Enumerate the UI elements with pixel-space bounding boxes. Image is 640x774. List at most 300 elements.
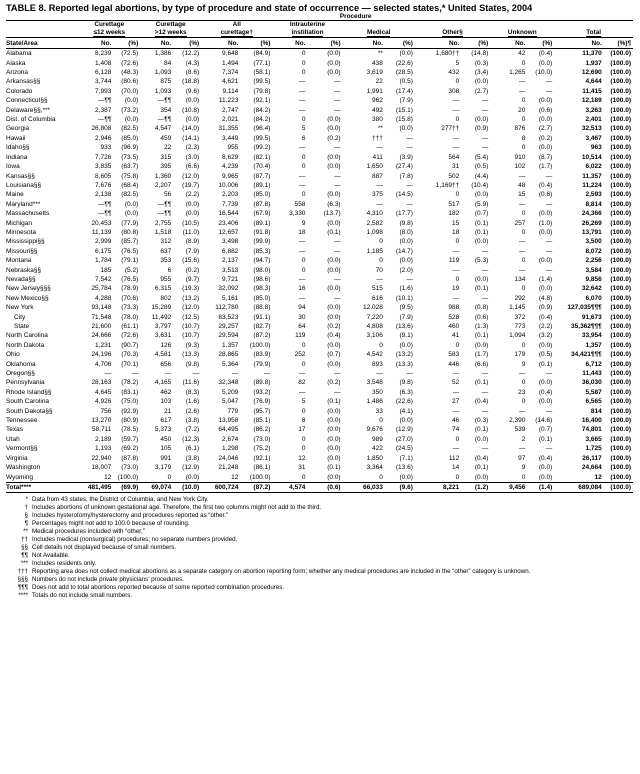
table-row xyxy=(6,369,633,378)
count-cell: 2,390 xyxy=(509,417,526,425)
state-cell: New Jersey§§§ xyxy=(6,285,51,293)
table-row xyxy=(6,378,633,387)
pct-cell: (100.0) xyxy=(602,482,633,492)
count-cell: —¶¶ xyxy=(97,116,112,124)
count-cell: 10,006 xyxy=(218,181,239,189)
pct-cell: (0.8) xyxy=(474,304,489,312)
count-cell: — xyxy=(164,370,172,378)
count-cell: 4,547 xyxy=(154,125,172,133)
pct-cell: (0.1) xyxy=(474,219,489,227)
state-area-header: State/Area xyxy=(6,38,78,49)
pct-cell: (87.7) xyxy=(253,172,271,180)
count-cell: 814 xyxy=(590,407,602,415)
count-cell: 0 xyxy=(521,257,526,265)
pct-cell: (3.8) xyxy=(185,454,200,462)
footnote-marker: ††† xyxy=(17,567,28,575)
count-cell: 46 xyxy=(452,417,460,425)
pct-cell: (0.6) xyxy=(538,191,553,199)
table-row xyxy=(6,59,633,68)
state-cell: Virginia xyxy=(6,454,28,462)
count-cell: 4,239 xyxy=(222,163,239,171)
group-line1: All xyxy=(232,21,241,29)
pct-cell: (77.1) xyxy=(253,59,271,67)
pct-cell: (85.7) xyxy=(121,238,139,246)
table-row xyxy=(6,228,633,237)
count-cell: 9,114 xyxy=(222,87,239,95)
pct-cell: (100.0) xyxy=(610,210,631,218)
count-cell: —¶¶ xyxy=(157,116,172,124)
pct-cell: (0.0) xyxy=(538,228,553,236)
table-row xyxy=(6,77,633,86)
pct-cell: (0.3) xyxy=(474,417,489,425)
pct-cell: (3.9) xyxy=(399,153,413,161)
count-cell: 11,139 xyxy=(91,228,112,236)
count-cell: 2,999 xyxy=(95,238,112,246)
table-row xyxy=(6,134,633,143)
pct-cell: (1.7) xyxy=(538,163,553,171)
count-cell: 8,239 xyxy=(95,50,112,58)
pct-cell: (0.0) xyxy=(538,473,553,481)
count-cell: 52 xyxy=(452,379,460,387)
pct-cell: (0.7) xyxy=(538,426,553,434)
count-cell: 74 xyxy=(452,426,460,434)
state-cell: Massachusetts xyxy=(6,210,50,218)
count-cell: 616 xyxy=(372,294,383,302)
pct-cell: (5.2) xyxy=(124,266,139,274)
count-cell: 459 xyxy=(160,134,172,142)
count-cell: 5 xyxy=(301,125,306,133)
count-cell: 1,145 xyxy=(509,304,526,312)
pct-cell: (73.3) xyxy=(121,304,139,312)
count-cell: 48 xyxy=(518,181,526,189)
pct-cell: (89.1) xyxy=(253,181,271,189)
pct-cell: (72.6) xyxy=(121,332,139,340)
count-cell: 600,724 xyxy=(201,482,238,492)
pct-cell: (9.1) xyxy=(399,332,413,340)
count-cell: 0 xyxy=(521,97,526,105)
pct-cell: (0.7) xyxy=(474,210,489,218)
table-row xyxy=(6,407,633,416)
count-cell: — xyxy=(452,144,460,152)
pct-cell: (100.0) xyxy=(610,388,631,396)
footnote-marker: **** xyxy=(18,591,28,599)
pct-cell: (82.5) xyxy=(121,191,139,199)
count-cell: 354 xyxy=(160,106,172,114)
count-cell: — xyxy=(298,388,306,396)
pct-cell: (17.7) xyxy=(395,210,413,218)
state-cell: Tennessee xyxy=(6,417,38,425)
pct-cell: (1.4) xyxy=(525,482,554,492)
pct-cell: (10.0) xyxy=(535,69,553,77)
pct-cell: — xyxy=(406,275,413,283)
count-cell: 438 xyxy=(372,59,383,67)
count-cell: 5 xyxy=(455,59,460,67)
state-cell: Ohio xyxy=(6,351,20,359)
pct-cell: (96.9) xyxy=(121,144,139,152)
pct-cell: (0.6) xyxy=(474,313,489,321)
pct-cell: (0.0) xyxy=(327,313,341,321)
pct-cell: (0.1) xyxy=(538,435,553,443)
pct-cell: — xyxy=(131,370,139,378)
count-cell: 5,161 xyxy=(222,294,239,302)
count-cell: 0 xyxy=(379,473,383,481)
pct-cell: (0.2) xyxy=(327,379,341,387)
count-cell: 0 xyxy=(455,116,460,124)
pct-cell: (85.3) xyxy=(253,247,271,255)
pct-cell: (0.0) xyxy=(327,116,341,124)
pct-cell: (85.0) xyxy=(121,134,139,142)
count-cell: 29,257 xyxy=(218,323,239,330)
table-row xyxy=(6,444,633,453)
pct-cell: (3.4) xyxy=(474,69,489,77)
count-cell: 460 xyxy=(448,323,460,330)
count-cell: 4,542 xyxy=(366,351,383,359)
group-line1 xyxy=(554,21,633,29)
count-cell: — xyxy=(452,97,460,105)
count-cell: 112,780 xyxy=(215,304,239,312)
pct-cell: (22.6) xyxy=(395,59,413,67)
pct-cell: — xyxy=(481,445,489,453)
count-cell: 102 xyxy=(514,163,526,171)
count-cell: 350 xyxy=(372,388,383,396)
count-cell: 7,739 xyxy=(222,200,239,208)
pct-cell: (11.0) xyxy=(182,228,200,236)
count-cell: — xyxy=(518,247,526,255)
count-cell: 29,594 xyxy=(218,332,239,340)
pct-cell: (0.0) xyxy=(124,200,139,208)
count-cell: 1,098 xyxy=(366,228,383,236)
pct-cell: (100.0) xyxy=(610,50,631,58)
count-cell: 64,495 xyxy=(218,426,239,434)
pct-cell: (2.7) xyxy=(538,125,553,133)
count-cell: 32,092 xyxy=(218,285,239,293)
state-cell: Georgia xyxy=(6,125,30,133)
count-cell: 7,993 xyxy=(95,87,112,95)
pct-cell: (0.0) xyxy=(399,341,413,349)
count-cell: 31,355 xyxy=(218,125,239,133)
count-cell: 4,645 xyxy=(95,388,112,396)
count-cell: 257 xyxy=(514,219,526,227)
pct-cell: (100.0) xyxy=(610,247,631,255)
pct-cell: (15.1) xyxy=(395,106,413,114)
footnote-text: Includes residents only. xyxy=(32,559,97,567)
count-cell: 1,650 xyxy=(366,163,383,171)
count-cell: 7,374 xyxy=(222,69,239,77)
count-cell: 955 xyxy=(227,144,239,152)
table-row xyxy=(6,209,633,218)
count-cell: 21,600 xyxy=(91,323,112,330)
pct-cell: (98.0) xyxy=(253,266,271,274)
pct-cell: (7.9) xyxy=(399,97,413,105)
count-cell: 8,629 xyxy=(222,153,239,161)
pct-cell: (6.3) xyxy=(327,200,341,208)
pct-cell: (100.0) xyxy=(610,435,631,443)
pct-cell: (78.5) xyxy=(121,426,139,434)
pct-cell: (2.0) xyxy=(399,266,413,274)
pct-cell: (70.4) xyxy=(253,163,271,171)
count-cell: 20,453 xyxy=(91,219,112,227)
pct-cell: (61.1) xyxy=(121,323,139,330)
count-cell: 2 xyxy=(521,435,526,443)
count-cell: 4,581 xyxy=(154,351,172,359)
count-cell: 185 xyxy=(100,266,112,274)
count-cell: 528 xyxy=(448,313,460,321)
pct-cell: (100.0) xyxy=(610,106,631,114)
count-cell: 8,605 xyxy=(95,172,112,180)
count-cell: 18 xyxy=(452,228,460,236)
count-cell: 1,360 xyxy=(154,172,172,180)
pct-cell: (79.8) xyxy=(253,87,271,95)
pct-cell: (0.1) xyxy=(474,379,489,387)
pct-cell: (27.4) xyxy=(395,163,413,171)
pct-cell: (12.3) xyxy=(182,435,200,443)
table-row xyxy=(6,87,633,96)
pct-cell: (14.5) xyxy=(395,191,413,199)
count-cell: 8,814 xyxy=(585,200,602,208)
pct-cell: (0.0) xyxy=(124,116,139,124)
count-cell: 893 xyxy=(372,360,383,368)
count-cell: 8 xyxy=(521,134,526,142)
count-cell: ** xyxy=(377,50,383,58)
count-cell: 1,093 xyxy=(154,69,172,77)
count-cell: 4,808 xyxy=(366,323,383,330)
count-cell: — xyxy=(376,370,383,378)
state-cell: Connecticut§§ xyxy=(6,97,48,105)
pct-cell: (0.0) xyxy=(474,275,489,283)
pct-cell: (0.0) xyxy=(538,144,553,152)
count-cell: 13,791 xyxy=(581,228,602,236)
col-header-pct: (%) xyxy=(238,38,272,49)
pct-cell: (1.0) xyxy=(538,219,553,227)
pct-cell: (10.4) xyxy=(471,181,489,189)
state-cell: South Dakota§§ xyxy=(6,407,53,415)
pct-cell: (0.5) xyxy=(399,78,413,86)
count-cell: 353 xyxy=(160,257,172,265)
pct-cell: (13.2) xyxy=(182,294,200,302)
group-line2: Medical xyxy=(367,28,391,36)
pct-cell: (70.1) xyxy=(121,360,139,368)
pct-cell: (13.6) xyxy=(395,323,413,330)
pct-cell: (13.3) xyxy=(182,351,200,359)
pct-cell: (0.9) xyxy=(538,304,553,312)
count-cell: — xyxy=(518,172,526,180)
state-cell: Michigan xyxy=(6,219,33,227)
pct-cell: (8.7) xyxy=(538,153,553,161)
footnote xyxy=(6,536,634,544)
pct-cell: (86.2) xyxy=(253,426,271,434)
count-cell: — xyxy=(518,238,526,246)
pct-cell: (85.0) xyxy=(253,191,271,199)
col-header-no: No. xyxy=(140,38,171,49)
count-cell: 16,544 xyxy=(218,210,239,218)
pct-cell: (79.9) xyxy=(253,360,271,368)
pct-cell: (72.5) xyxy=(121,50,139,58)
count-cell: 3,548 xyxy=(366,379,383,387)
pct-cell: (100.0) xyxy=(610,304,631,312)
count-cell: 0 xyxy=(521,116,526,124)
pct-cell: (80.9) xyxy=(121,417,139,425)
pct-cell: (0.0) xyxy=(399,417,413,425)
count-cell: 24,666 xyxy=(91,332,112,340)
pct-cell: (10.0) xyxy=(171,482,201,492)
count-cell: — xyxy=(452,407,460,415)
count-cell: — xyxy=(518,78,526,86)
pct-cell: (100.0) xyxy=(610,417,631,425)
state-cell: Montana xyxy=(6,257,32,265)
pct-cell: (19.7) xyxy=(182,181,200,189)
pct-cell: (0.3) xyxy=(474,59,489,67)
count-cell: 9,856 xyxy=(585,275,602,283)
pct-cell: (1.3) xyxy=(474,323,489,330)
count-cell: 16 xyxy=(298,285,306,293)
state-cell: Maryland*** xyxy=(6,200,41,208)
count-cell: 9,456 xyxy=(490,482,525,492)
count-cell: 12 xyxy=(231,473,239,481)
pct-cell: (100.0) xyxy=(610,464,631,472)
count-cell: 933 xyxy=(100,144,112,152)
table-row xyxy=(6,172,633,181)
count-cell: 69,074 xyxy=(140,482,171,492)
count-cell: 252 xyxy=(294,351,306,359)
count-cell: 1,408 xyxy=(95,59,112,67)
pct-cell: — xyxy=(545,87,553,95)
pct-cell: (90.7) xyxy=(121,341,139,349)
pct-cell: (100.0) xyxy=(610,191,631,199)
count-cell: 126 xyxy=(160,341,172,349)
count-cell: — xyxy=(518,266,526,274)
count-cell: 84 xyxy=(163,59,172,67)
pct-cell: (0.0) xyxy=(327,426,341,434)
count-cell: — xyxy=(298,238,306,246)
col-header-no: No. xyxy=(415,38,459,49)
pct-cell: — xyxy=(545,407,553,415)
col-header-pct: (%) xyxy=(111,38,140,49)
count-cell: 93,148 xyxy=(91,304,112,312)
footnote xyxy=(6,560,634,568)
count-cell: 8 xyxy=(301,417,306,425)
pct-cell: (13.2) xyxy=(395,351,413,359)
count-cell: — xyxy=(452,445,460,453)
count-cell: 4,621 xyxy=(222,78,239,86)
pct-cell: — xyxy=(545,78,553,86)
state-cell: Total**** xyxy=(6,482,78,492)
state-cell: Nevada§§ xyxy=(6,275,36,283)
pct-cell: (100.0) xyxy=(610,228,631,236)
pct-cell: (0.2) xyxy=(327,323,341,330)
count-cell: 4,926 xyxy=(95,398,112,406)
count-cell: 6,565 xyxy=(585,398,602,406)
pct-cell: (10.7) xyxy=(182,332,200,340)
table-header xyxy=(6,13,633,49)
footnote-marker: §§§ xyxy=(17,575,28,583)
count-cell: 0 xyxy=(455,78,460,86)
pct-cell: (100.0) xyxy=(610,351,631,359)
count-cell: — xyxy=(298,97,306,105)
pct-cell: (12.0) xyxy=(182,304,200,312)
pct-cell: (77.9) xyxy=(121,219,139,227)
pct-cell: — xyxy=(334,388,341,396)
pct-cell: (100.0) xyxy=(610,125,631,133)
footnote-marker: §§ xyxy=(21,544,28,552)
count-cell: 9,721 xyxy=(222,275,239,283)
count-cell: 6,070 xyxy=(585,294,602,302)
pct-cell: (82.7) xyxy=(253,323,271,330)
table-row xyxy=(6,341,633,350)
count-cell: — xyxy=(376,275,383,283)
pct-cell: (100.0) xyxy=(610,172,631,180)
pct-cell: (100.0) xyxy=(610,454,631,462)
pct-cell: (0.0) xyxy=(185,97,200,105)
col-header-no: No. xyxy=(554,38,602,49)
count-cell: 31 xyxy=(452,163,460,171)
count-cell: 7,220 xyxy=(366,313,383,321)
count-cell: 0 xyxy=(455,275,460,283)
pct-cell: (0.0) xyxy=(399,125,413,133)
pct-cell: (95.7) xyxy=(253,407,271,415)
pct-cell: — xyxy=(334,78,341,86)
pct-cell: (100.0) xyxy=(610,87,631,95)
pct-cell: (83.9) xyxy=(253,351,271,359)
count-cell: 1,231 xyxy=(95,341,112,349)
count-cell: 564 xyxy=(448,153,460,161)
count-cell: 962 xyxy=(372,97,383,105)
pct-cell: (0.0) xyxy=(538,285,553,293)
count-cell: — xyxy=(518,87,526,95)
pct-cell: (0.7) xyxy=(327,351,341,359)
pct-cell: (0.0) xyxy=(327,59,341,67)
count-cell: 583 xyxy=(448,351,460,359)
count-cell: 3,106 xyxy=(366,332,383,340)
count-cell: 2,582 xyxy=(366,219,383,227)
pct-cell: (100.0) xyxy=(610,266,631,274)
pct-cell: (0.0) xyxy=(474,435,489,443)
table-row xyxy=(6,106,633,115)
count-cell: 15 xyxy=(518,191,526,199)
state-cell: Indiana xyxy=(6,153,28,161)
count-cell: 103 xyxy=(160,398,172,406)
pct-cell: (75.8) xyxy=(121,172,139,180)
count-cell: 7,726 xyxy=(95,153,112,161)
table-row xyxy=(6,303,633,312)
count-cell: 34,421¶¶¶ xyxy=(571,351,602,359)
pct-cell: (0.0) xyxy=(474,341,489,349)
footnotes xyxy=(6,496,634,599)
table-row xyxy=(6,473,633,483)
count-cell: 989 xyxy=(372,435,383,443)
pct-cell: (76.9) xyxy=(253,398,271,406)
pct-cell: (73.2) xyxy=(121,106,139,114)
pct-cell: (100.0) xyxy=(610,379,631,387)
pct-cell: (14.8) xyxy=(471,50,489,58)
count-cell: 3,744 xyxy=(95,78,112,86)
count-cell: 395 xyxy=(160,163,172,171)
pct-cell: (0.0) xyxy=(327,69,341,77)
count-cell: 15,289 xyxy=(151,304,172,312)
state-cell: Alaska xyxy=(6,59,26,67)
count-cell: — xyxy=(376,181,383,189)
count-cell: 515 xyxy=(372,285,383,293)
count-cell: 0 xyxy=(301,360,306,368)
table-row xyxy=(6,96,633,105)
pct-cell: (0.0) xyxy=(474,238,489,246)
count-cell: 375 xyxy=(372,191,383,199)
count-cell: 277†† xyxy=(441,125,460,133)
count-cell: 105 xyxy=(160,445,172,453)
count-cell: 3,364 xyxy=(366,464,383,472)
pct-cell: (0.6) xyxy=(305,482,342,492)
count-cell: 82 xyxy=(298,379,306,387)
count-cell: 779 xyxy=(227,407,239,415)
